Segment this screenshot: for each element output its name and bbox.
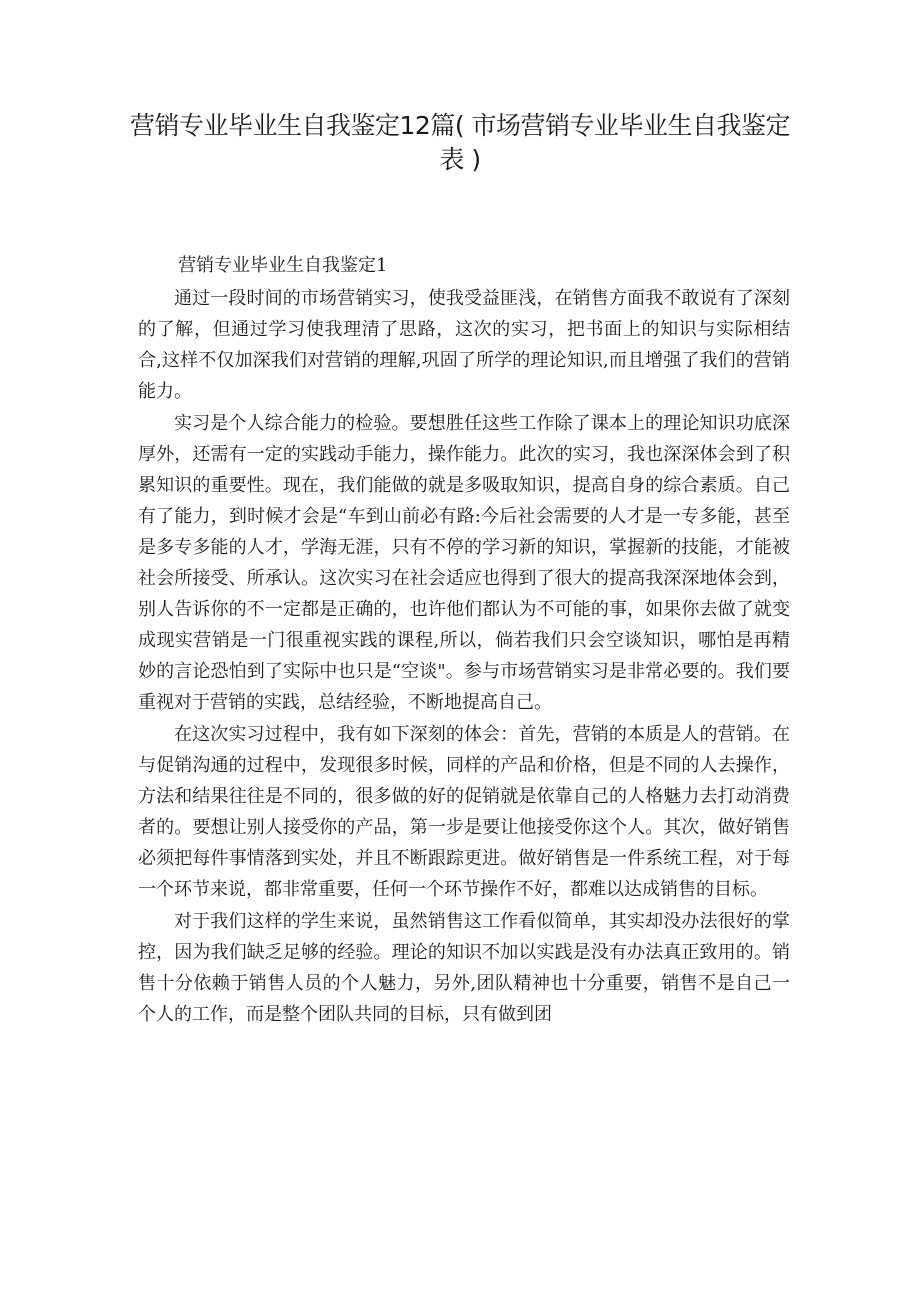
paragraph-4: 对于我们这样的学生来说，虽然销售这工作看似简单，其实却没办法很好的掌控，因为我们缺乏足够的经验。理论的知识不加以实践是没有办法真正致用的。销售十分依赖于销售人员的个人魅力，另外,团队精神也十分重要，销售不是自己一个人的工作，而是整个团队共同的目标，只有做到团 xyxy=(138,911,790,1025)
paragraph-2: 实习是个人综合能力的检验。要想胜任这些工作除了课本上的理论知识功底深厚外，还需有一定的实践动手能力，操作能力。此次的实习，我也深深体会到了积累知识的重要性。现在，我们能做的就是多吸取知识，提高自身的综合素质。自己有了能力，到时候才会是“车到山前必有路:今后社会需要的人才是一专多能，甚至是多专多能的人才，学海无涯，只有不停的学习新的知识，掌握新的技能，才能被社会所接受、所承认。这次实习在社会适应也得到了很大的提高我深深地体会到，别人告诉你的不一定都是正确的，也许他们都认为不可能的事，如果你去做了就变成现实营销是一门很重视实践的课程,所以，倘若我们只会空谈知识，哪怕是再精妙的言论恐怕到了实际中也只是“空谈"。参与市场营销实习是非常必要的。我们要重视对于营销的实践，总结经验，不断地提高自己。 xyxy=(138,413,790,713)
paragraph-3: 在这次实习过程中，我有如下深刻的体会：首先，营销的本质是人的营销。在与促销沟通的过程中，发现很多时候，同样的产品和价格，但是不同的人去操作，方法和结果往往是不同的，很多做的好的促销就是依靠自己的人格魅力去打动消费者的。要想让别人接受你的产品，第一步是要让他接受你这个人。其次，做好销售必须把每件事情落到实处，并且不断跟踪更进。做好销售是一件系统工程，对于每一个环节来说，都非常重要，任何一个环节操作不好，都难以达成销售的目标。 xyxy=(138,724,790,900)
document-title: 营销专业毕业生自我鉴定12篇( 市场营销专业毕业生自我鉴定表 ) xyxy=(130,111,791,174)
document-body xyxy=(138,250,790,1031)
section-heading: 营销专业毕业生自我鉴定1 xyxy=(178,255,388,276)
paragraph-1: 通过一段时间的市场营销实习，使我受益匪浅，在销售方面我不敢说有了深刻的了解，但通过学习使我理清了思路，这次的实习，把书面上的知识与实际相结合,这样不仅加深我们对营销的理解,巩固了所学的理论知识,而且增强了我们的营销能力。 xyxy=(138,288,790,402)
